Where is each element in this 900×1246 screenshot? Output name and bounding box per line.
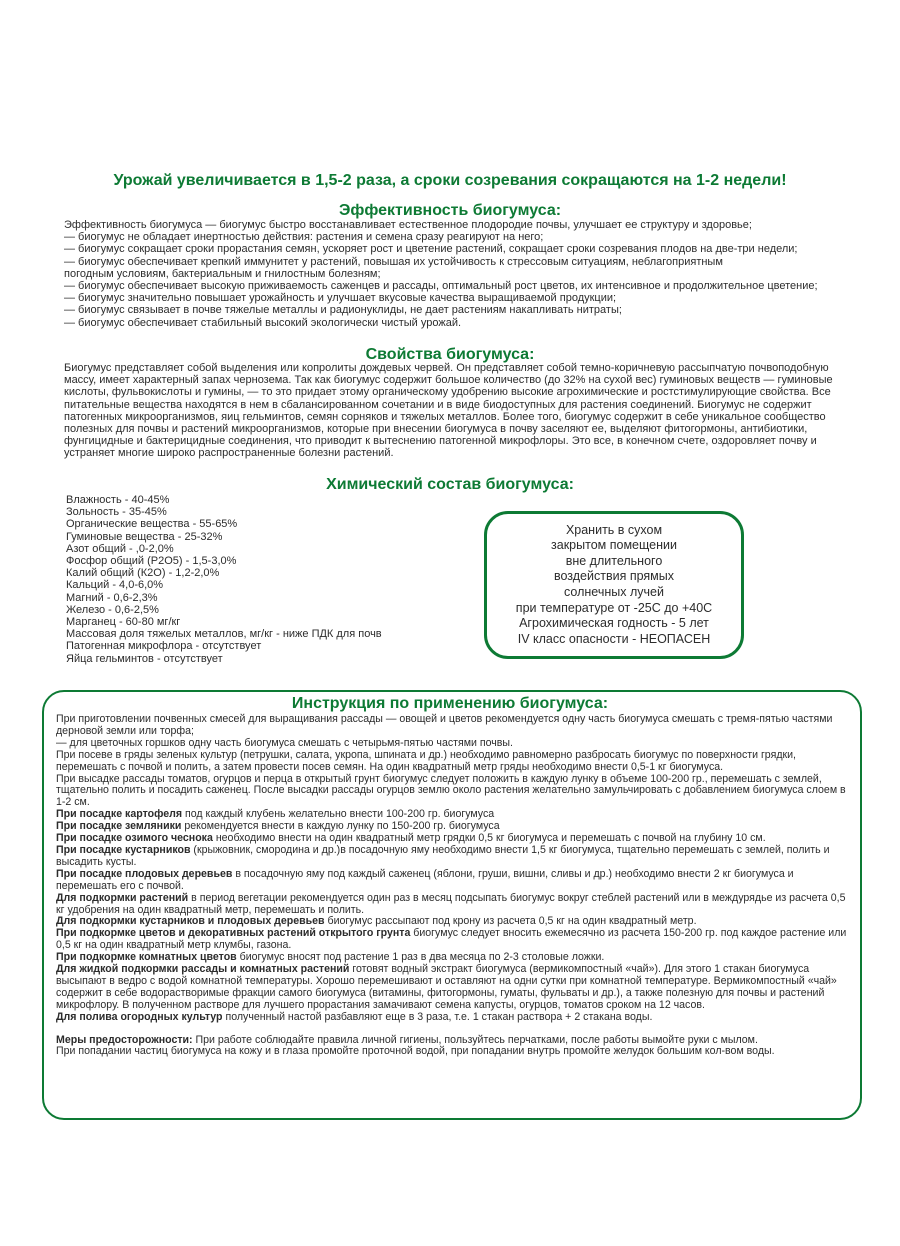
storage-line: Хранить в сухом <box>565 522 663 537</box>
instruction-item-heading: Для подкормки растений <box>56 891 189 904</box>
chemistry-title: Химический состав биогумуса: <box>326 476 574 493</box>
instruction-item <box>56 845 856 869</box>
precautions-text: При работе соблюдайте правила личной гигиены, пользуйтесь перчатками, после работы вымойте руки с мылом. <box>192 1033 758 1046</box>
storage-line: IV класс опасности - НЕОПАСЕН <box>517 631 711 646</box>
instruction-item-heading: При посадке картофеля <box>56 808 183 821</box>
storage-line: Агрохимическая годность - 5 лет <box>519 616 709 631</box>
instruction-item <box>56 869 856 893</box>
instructions-paragraph: — для цветочных горшков одну часть биогумуса смешать с четырьмя-пятью частями почвы. <box>56 736 513 749</box>
instruction-item-heading: Для полива огородных культур <box>56 1010 223 1023</box>
chemistry-item: Магний - 0,6-2,3% <box>66 591 158 604</box>
precautions-line: При попадании частиц биогумуса на кожу и в глаза промойте проточной водой, при попадании внутрь промойте желудок большим кол-вом воды. <box>56 1045 775 1058</box>
effectiveness-line: — биогумус обеспечивает крепкий иммунитет у растений, повышая их устойчивость к стрессовым ситуациям, неблагоприятным <box>64 255 723 268</box>
instruction-item-text: биогумус вносят под растение 1 раз в два месяца по 2-3 столовые ложки. <box>236 951 605 964</box>
storage-line: вне длительного <box>565 553 663 568</box>
chemistry-item: Влажность - 40-45% <box>66 494 170 506</box>
instruction-item-heading: При посадке плодовых деревьев <box>56 867 233 880</box>
chemistry-item: Яйца гельминтов - отсутствует <box>66 652 223 665</box>
instruction-item-heading: При посадке земляники <box>56 820 182 833</box>
effectiveness-text <box>64 219 854 329</box>
chemistry-item: Органические вещества - 55-65% <box>66 518 238 531</box>
properties-title: Свойства биогумуса: <box>365 346 535 363</box>
instruction-item-heading: При подкормке комнатных цветов <box>56 951 237 964</box>
chemistry-item: Массовая доля тяжелых металлов, мг/кг - ниже ПДК для почв <box>66 628 382 641</box>
chemistry-item: Зольность - 35-45% <box>66 506 167 519</box>
effectiveness-line: погодным условиям, бактериальным и гнилостным болезням; <box>64 267 381 280</box>
instruction-item-text: полученный настой разбавляют еще в 3 раза, т.е. 1 стакан раствора + 2 стакана воды. <box>222 1010 653 1023</box>
instruction-item-heading: При подкормке цветов и декоративных растений открытого грунта <box>56 927 411 940</box>
instruction-item-heading: При посадке озимого чеснока <box>56 832 213 845</box>
storage-line: воздействия прямых <box>553 569 674 584</box>
chemistry-list <box>66 494 446 665</box>
chemistry-item: Железо - 0,6-2,5% <box>66 603 159 616</box>
precautions-heading: Меры предосторожности: <box>56 1033 193 1046</box>
instructions-paragraph: При посеве в гряды зеленых культур (петрушки, салата, укропа, шпината и др.) необходимо равномерно разбросать биогумус по поверхности грядки, перемешать с почвой и полить, а затем провести посев семян. На один квадратный метр гряды необходимо внести 0,5-1 кг биогумуса. <box>56 748 796 773</box>
instructions-body <box>56 714 856 1058</box>
storage-line: солнечных лучей <box>564 585 664 599</box>
chemistry-item: Марганец - 60-80 мг/кг <box>66 616 181 629</box>
instruction-item-text: биогумус следует вносить ежемесячно из расчета 150-200 гр. под каждое растение или 0,5 кг на один квадратный метр клумбы, газона. <box>56 927 847 952</box>
instruction-item-heading: Для жидкой подкормки рассады и комнатных растений <box>56 963 350 976</box>
effectiveness-line: — биогумус сокращает сроки прорастания семян, ускоряет рост и цветение растений, сокращает сроки созревания плодов на две-три недели; <box>64 243 798 256</box>
instructions-paragraph: При высадке рассады томатов, огурцов и перца в открытый грунт биогумус следует положить в каждую лунку в объеме 100-200 гр., перемешать с землей, тщательно полить и посадить саженец. После высадки рассады огурцов землю около растения желательно замульчировать с добавлением биогумуса слоем в 1-2 см. <box>56 772 846 809</box>
chemistry-item: Патогенная микрофлора - отсутствует <box>66 640 262 653</box>
instruction-item-text: (крыжовник, смородина и др.)в посадочную яму необходимо внести 1,5 кг биогумуса, тщательно перемешать с землей, полить и высадить кусты. <box>56 843 830 868</box>
instruction-item <box>56 928 856 952</box>
headline: Урожай увеличивается в 1,5-2 раза, а сроки созревания сокращаются на 1-2 недели! <box>113 172 787 189</box>
instruction-item <box>56 893 856 917</box>
effectiveness-line: — биогумус не обладает инертностью действия: растения и семена сразу реагируют на него; <box>64 231 544 244</box>
instruction-item-text: биогумус рассыпают под крону из расчета 0,5 кг на один квадратный метр. <box>324 915 697 928</box>
effectiveness-line: — биогумус связывает в почве тяжелые металлы и радионуклиды, не дает растениям накапливать нитраты; <box>64 304 622 317</box>
instructions-title: Инструкция по применению биогумуса: <box>291 695 609 712</box>
chemistry-item: Азот общий - ,0-2,0% <box>66 542 174 555</box>
chemistry-item: Фосфор общий (Р2О5) - 1,5-3,0% <box>66 555 237 568</box>
effectiveness-title: Эффективность биогумуса: <box>338 202 562 219</box>
instruction-item <box>56 964 856 1012</box>
chemistry-item: Гуминовые вещества - 25-32% <box>66 530 223 543</box>
instruction-item-text: необходимо внести на один квадратный метр грядки 0,5 кг биогумуса и перемешать с почвой на глубину 10 см. <box>212 832 766 845</box>
effectiveness-line: — биогумус обеспечивает высокую приживаемость саженцев и рассады, оптимальный рост цветов, их интенсивное и продолжительное цветение; <box>64 280 818 293</box>
storage-line: при температуре от -25С до +40С <box>515 600 713 615</box>
properties-text: Биогумус представляет собой выделения или копролиты дождевых червей. Он представляет собой темно-коричневую рассыпчатую почвоподобную массу, имеет характерный запах чернозема. Так как биогумус содержит большое количество (до 32% на сухой вес) гуминовых веществ — гуминовые кислоты, фульвокислоты и гумины, — то это придает этому органическому удобрению высокие агрохимические и ростстимулирующие свойства. Все питательные вещества находятся в нем в сбалансированном сочетании и в виде биодоступных для растения соединений. Биогумус не содержит патогенных микроорганизмов, яиц гельминтов, семян сорняков и тяжелых металлов. Более того, биогумус содержит в себе уникальное сообщество полезных для почвы и растений микроорганизмов, которые при внесении биогумуса в почву заселяют ее, выделяют фитогормоны, антибиотики, фунгицидные и бактерицидные соединения, что приводит к вытеснению патогенной микрофлоры. Это все, в конечном счете, оздоровляет почву и устраняет многие широко распространенные болезни растений. <box>64 362 833 460</box>
instruction-item-text: готовят водный экстракт биогумуса (вермикомпостный «чай»). Для этого 1 стакан биогумуса высыпают в ведро с водой комнатной температуры. Хорошо перемешивают и оставляют на одни сутки при комнатной температуре. Вермикомпостный «чай» содержит в себе водорастворимые фракции самого биогумуса (витамины, фитогормоны, гуматы, фульваты и др.), а также полезную для почвы и растений микрофлору. В полученном растворе для лучшего прорастания замачивают семена капусты, огурцов, томатов сроком на 12 часов. <box>56 963 837 1011</box>
instruction-item-text: рекомендуется внести в каждую лунку по 150-200 гр. биогумуса <box>181 820 500 833</box>
effectiveness-line: Эффективность биогумуса — биогумус быстро восстанавливает естественное плодородие почвы, улучшает ее структуру и здоровье; <box>64 219 752 231</box>
instruction-item-heading: Для подкормки кустарников и плодовых деревьев <box>56 915 325 928</box>
instruction-item-text: в период вегетации рекомендуется один раз в месяц подсыпать биогумус вокруг стеблей растений или в междурядье из расчета 0,5 кг удобрения на один квадратный метр, перемешать и полить. <box>56 891 846 916</box>
storage-line: закрытом помещении <box>551 538 677 553</box>
instruction-item <box>56 1012 856 1024</box>
instruction-item-heading: При посадке кустарников <box>56 843 191 856</box>
instructions-paragraph: При приготовлении почвенных смесей для выращивания рассады — овощей и цветов рекомендуется одну часть биогумуса смешать с тремя-пятью частями дерновой земли или торфа; <box>56 713 833 737</box>
instruction-item-text: под каждый клубень желательно внести 100-200 гр. биогумуса <box>182 808 495 821</box>
instruction-item-text: в посадочную яму под каждый саженец (яблони, груши, вишни, сливы и др.) необходимо внести 2 кг биогумуса и перемешать его с почвой. <box>56 867 794 892</box>
effectiveness-line: — биогумус обеспечивает стабильный высокий экологически чистый урожай. <box>64 316 462 329</box>
effectiveness-line: — биогумус значительно повышает урожайность и улучшает вкусовые качества выращиваемой продукции; <box>64 292 617 305</box>
chemistry-item: Кальций - 4,0-6,0% <box>66 579 164 592</box>
chemistry-item: Калий общий (К2О) - 1,2-2,0% <box>66 567 220 580</box>
storage-info-box <box>484 511 744 659</box>
